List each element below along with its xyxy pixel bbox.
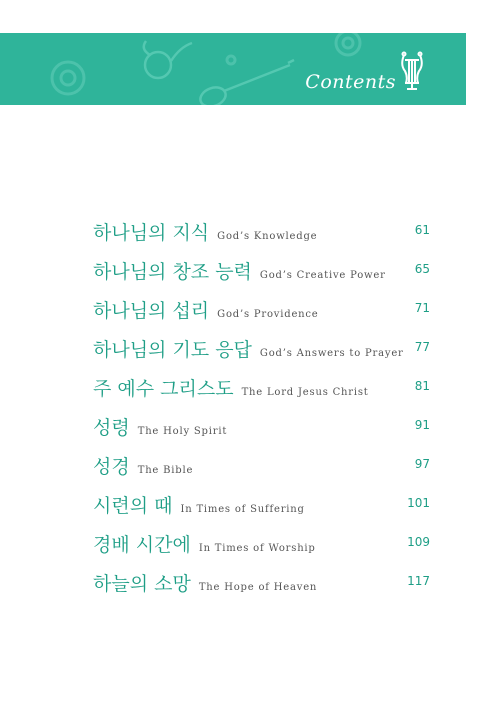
toc-english-title: The Bible (137, 465, 194, 476)
toc-row[interactable] (93, 218, 430, 257)
toc-korean-title: 하나님의 섭리 (93, 300, 210, 322)
toc-english-title: In Times of Suffering (180, 504, 305, 515)
toc-english-title: The Hope of Heaven (198, 582, 318, 593)
toc-row[interactable] (93, 374, 430, 413)
toc-row[interactable] (93, 413, 430, 452)
toc-page-number: 77 (414, 340, 430, 354)
toc-korean-title: 하나님의 창조 능력 (93, 261, 252, 283)
toc-page-number: 109 (407, 535, 430, 549)
circle-ornament-icon (52, 62, 84, 94)
toc-korean-title: 경배 시간에 (93, 534, 191, 556)
toc-korean-title: 하나님의 기도 응답 (93, 339, 252, 361)
lyre-icon (400, 51, 424, 91)
header-banner (0, 33, 466, 105)
toc-page-number: 61 (414, 223, 430, 237)
toc-english-title: The Lord Jesus Christ (241, 387, 369, 398)
toc-korean-title: 주 예수 그리스도 (93, 378, 234, 400)
toc-row[interactable] (93, 569, 430, 608)
toc-page-number: 117 (407, 574, 430, 588)
toc-row[interactable] (93, 530, 430, 569)
toc-english-title: God’s Providence (217, 309, 319, 320)
toc-english-title: In Times of Worship (198, 543, 316, 554)
toc-english-title: God’s Knowledge (217, 231, 318, 242)
toc-korean-title: 하늘의 소망 (93, 573, 191, 595)
toc-row[interactable] (93, 335, 430, 374)
toc-english-title: The Holy Spirit (137, 426, 228, 437)
toc-row[interactable] (93, 257, 430, 296)
contents-title: Contents (305, 71, 396, 93)
toc-korean-title: 성경 (93, 456, 130, 478)
horn-icon (144, 41, 192, 78)
toc-row[interactable] (93, 491, 430, 530)
toc-page-number: 81 (414, 379, 430, 393)
toc-korean-title: 하나님의 지식 (93, 222, 210, 244)
mandolin-icon (198, 60, 294, 105)
toc-english-title: God’s Creative Power (259, 270, 386, 281)
toc-row[interactable] (93, 296, 430, 335)
table-of-contents (93, 218, 430, 608)
toc-english-title: God’s Answers to Prayer (259, 348, 404, 359)
decorative-ornaments (0, 33, 466, 105)
toc-page-number: 91 (414, 418, 430, 432)
toc-row[interactable] (93, 452, 430, 491)
toc-page-number: 65 (414, 262, 430, 276)
toc-page-number: 97 (414, 457, 430, 471)
toc-korean-title: 성령 (93, 417, 130, 439)
toc-korean-title: 시련의 때 (93, 495, 173, 517)
toc-page-number: 71 (414, 301, 430, 315)
toc-page-number: 101 (407, 496, 430, 510)
